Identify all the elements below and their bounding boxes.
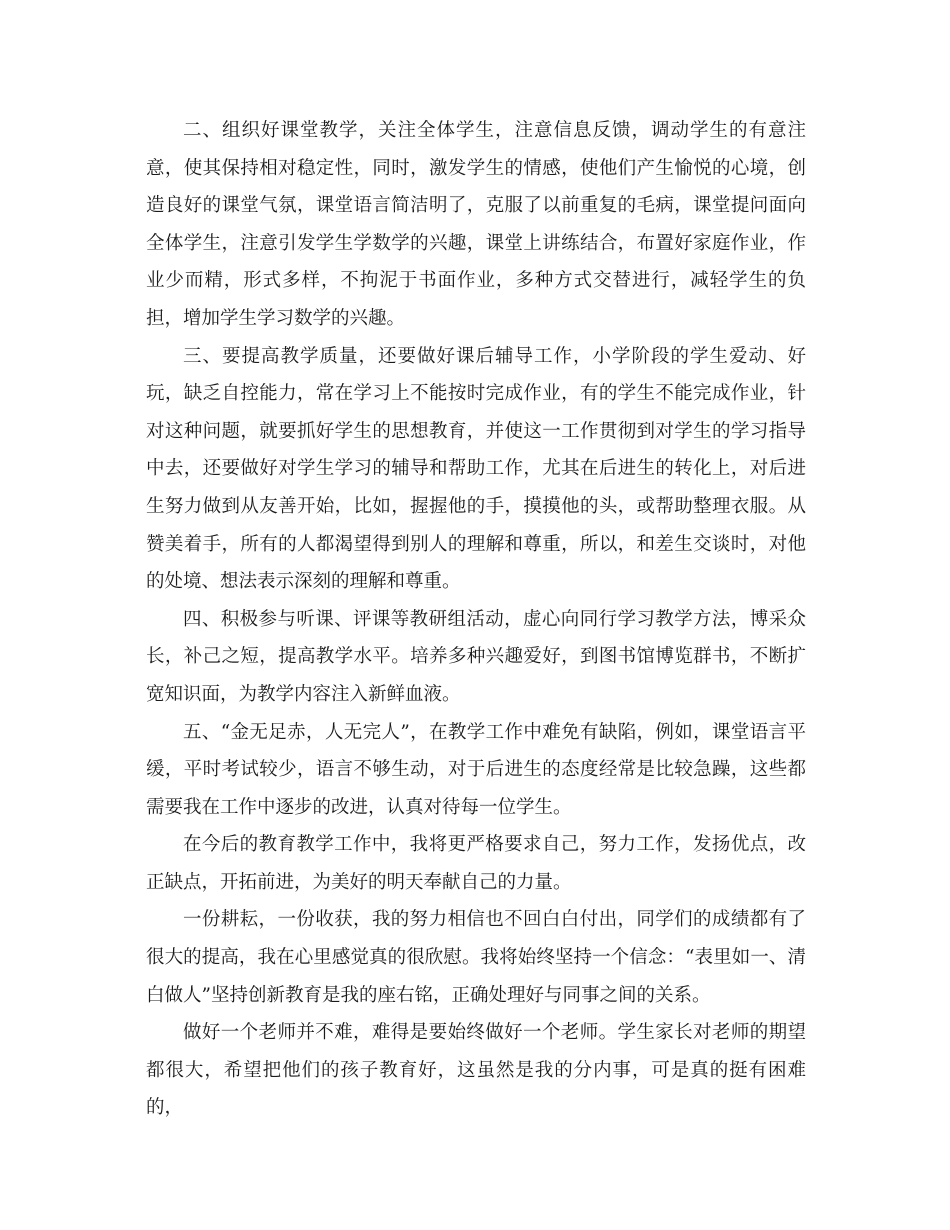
paragraph-harvest: 一份耕耘，一份收获，我的努力相信也不回白白付出，同学们的成绩都有了很大的提高，我在心里感觉真的很欣慰。我将始终坚持一个信念：“表里如一、清白做人”坚持创新教育是我的座右铭，正确处理好与同事之间的关系。: [146, 909, 806, 1006]
paragraph-teaching-research: 四、积极参与听课、评课等教研组活动，虚心向同行学习教学方法，博采众长，补己之短，提高教学水平。培养多种兴趣爱好，到图书馆博览群书，不断扩宽知识面，为教学内容注入新鲜血液。: [146, 608, 806, 705]
paragraph-classroom-teaching: 二、组织好课堂教学，关注全体学生，注意信息反馈，调动学生的有意注意，使其保持相对稳定性，同时，激发学生的情感，使他们产生愉悦的心境，创造良好的课堂气氛，课堂语言简洁明了，克服了以前重复的毛病，课堂提问面向全体学生，注意引发学生学数学的兴趣，课堂上讲练结合，布置好家庭作业，作业少而精，形式多样，不拘泥于书面作业，多种方式交替进行，减轻学生的负担，增加学生学习数学的兴趣。: [146, 120, 806, 329]
paragraph-future-work: 在今后的教育教学工作中，我将更严格要求自己，努力工作，发扬优点，改正缺点，开拓前进，为美好的明天奉献自己的力量。: [146, 834, 806, 893]
document-body: [146, 112, 806, 1127]
paragraph-good-teacher: 做好一个老师并不难，难得是要始终做好一个老师。学生家长对老师的期望都很大，希望把他们的孩子教育好，这虽然是我的分内事，可是真的挺有困难的，: [146, 1022, 806, 1119]
paragraph-after-class-tutoring: 三、要提高教学质量，还要做好课后辅导工作，小学阶段的学生爱动、好玩，缺乏自控能力，常在学习上不能按时完成作业，有的学生不能完成作业，针对这种问题，就要抓好学生的思想教育，并使这一工作贯彻到对学生的学习指导中去，还要做好对学生学习的辅导和帮助工作，尤其在后进生的转化上，对后进生努力做到从友善开始，比如，握握他的手，摸摸他的头，或帮助整理衣服。从赞美着手，所有的人都渴望得到别人的理解和尊重，所以，和差生交谈时，对他的处境、想法表示深刻的理解和尊重。: [146, 345, 806, 593]
paragraph-shortcomings: 五、“金无足赤，人无完人”，在教学工作中难免有缺陷，例如，课堂语言平缓，平时考试较少，语言不够生动，对于后进生的态度经常是比较急躁，这些都需要我在工作中逐步的改进，认真对待每一位学生。: [146, 721, 806, 818]
